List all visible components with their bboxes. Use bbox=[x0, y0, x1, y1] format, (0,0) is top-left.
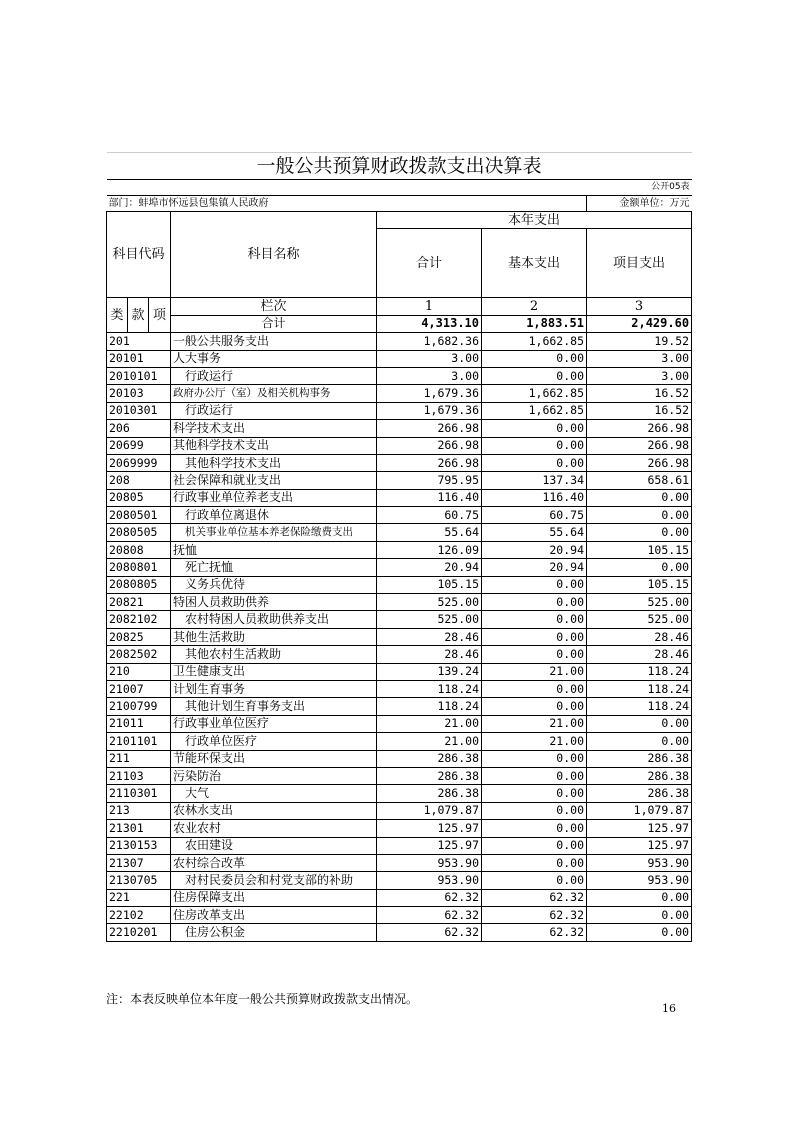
row-project: 28.46 bbox=[587, 646, 692, 663]
table-row bbox=[107, 698, 692, 715]
row-name: 义务兵优待 bbox=[171, 576, 377, 593]
row-project: 953.90 bbox=[587, 872, 692, 889]
row-name: 住房保障支出 bbox=[171, 889, 377, 906]
row-total: 266.98 bbox=[377, 437, 482, 454]
row-total: 21.00 bbox=[377, 733, 482, 750]
row-basic: 0.00 bbox=[482, 767, 587, 784]
basic-header: 基本支出 bbox=[482, 229, 587, 298]
table-row bbox=[107, 507, 692, 524]
table-row bbox=[107, 889, 692, 906]
row-name: 农村特困人员救助供养支出 bbox=[171, 611, 377, 628]
row-project: 3.00 bbox=[587, 367, 692, 384]
row-project: 16.52 bbox=[587, 385, 692, 402]
row-code: 2080801 bbox=[107, 559, 171, 576]
kuan-header: 款 bbox=[128, 298, 149, 333]
row-project: 0.00 bbox=[587, 559, 692, 576]
table-row bbox=[107, 663, 692, 680]
table-title: 一般公共预算财政拨款支出决算表 bbox=[107, 153, 692, 180]
table-row bbox=[107, 437, 692, 454]
table-row bbox=[107, 559, 692, 576]
row-code: 2069999 bbox=[107, 454, 171, 471]
footnote: 注：本表反映单位本年度一般公共预算财政拨款支出情况。 bbox=[106, 992, 419, 1006]
row-basic: 0.00 bbox=[482, 837, 587, 854]
row-name: 农田建设 bbox=[171, 837, 377, 854]
table-row bbox=[107, 367, 692, 384]
row-code: 2080505 bbox=[107, 524, 171, 541]
row-code: 2101101 bbox=[107, 733, 171, 750]
row-total: 286.38 bbox=[377, 750, 482, 767]
row-name: 科学技术支出 bbox=[171, 420, 377, 437]
row-basic: 62.32 bbox=[482, 889, 587, 906]
row-code: 2130153 bbox=[107, 837, 171, 854]
row-basic: 0.00 bbox=[482, 820, 587, 837]
department-label: 部门：蚌埠市怀远县包集镇人民政府 bbox=[107, 196, 587, 212]
row-code: 2130705 bbox=[107, 872, 171, 889]
row-total: 3.00 bbox=[377, 350, 482, 367]
row-total: 525.00 bbox=[377, 594, 482, 611]
row-basic: 21.00 bbox=[482, 663, 587, 680]
row-code: 2210201 bbox=[107, 924, 171, 941]
total-header: 合计 bbox=[377, 229, 482, 298]
row-name: 农业农村 bbox=[171, 820, 377, 837]
row-name: 社会保障和就业支出 bbox=[171, 472, 377, 489]
column-3: 3 bbox=[587, 298, 692, 315]
table-row bbox=[107, 628, 692, 645]
row-project: 105.15 bbox=[587, 541, 692, 558]
table-row bbox=[107, 750, 692, 767]
row-project: 1,079.87 bbox=[587, 802, 692, 819]
row-name: 其他生活救助 bbox=[171, 628, 377, 645]
row-total: 62.32 bbox=[377, 907, 482, 924]
table-number: 公开05表 bbox=[587, 180, 692, 196]
row-basic: 0.00 bbox=[482, 367, 587, 384]
row-total: 286.38 bbox=[377, 785, 482, 802]
row-code: 201 bbox=[107, 333, 171, 350]
row-name: 人大事务 bbox=[171, 350, 377, 367]
table-row bbox=[107, 733, 692, 750]
row-basic: 0.00 bbox=[482, 420, 587, 437]
row-code: 21011 bbox=[107, 715, 171, 732]
row-code: 2010301 bbox=[107, 402, 171, 419]
row-project: 118.24 bbox=[587, 680, 692, 697]
table-row bbox=[107, 767, 692, 784]
row-basic: 0.00 bbox=[482, 785, 587, 802]
column-no-label: 栏次 bbox=[171, 298, 377, 315]
row-total: 118.24 bbox=[377, 698, 482, 715]
row-total: 126.09 bbox=[377, 541, 482, 558]
row-code: 2082502 bbox=[107, 646, 171, 663]
row-name: 农村综合改革 bbox=[171, 854, 377, 871]
row-basic: 0.00 bbox=[482, 350, 587, 367]
table-row bbox=[107, 715, 692, 732]
row-project: 105.15 bbox=[587, 576, 692, 593]
table-row bbox=[107, 333, 692, 350]
column-1: 1 bbox=[377, 298, 482, 315]
row-total: 1,682.36 bbox=[377, 333, 482, 350]
row-total: 525.00 bbox=[377, 611, 482, 628]
unit-label: 金额单位：万元 bbox=[587, 196, 692, 212]
budget-sheet bbox=[106, 152, 691, 942]
row-code: 20825 bbox=[107, 628, 171, 645]
row-code: 22102 bbox=[107, 907, 171, 924]
table-row bbox=[107, 454, 692, 471]
row-total: 62.32 bbox=[377, 889, 482, 906]
row-name: 行政单位医疗 bbox=[171, 733, 377, 750]
table-row bbox=[107, 802, 692, 819]
row-basic: 0.00 bbox=[482, 437, 587, 454]
row-total: 1,679.36 bbox=[377, 385, 482, 402]
table-row bbox=[107, 402, 692, 419]
row-basic: 0.00 bbox=[482, 872, 587, 889]
row-basic: 21.00 bbox=[482, 715, 587, 732]
row-name: 其他计划生育事务支出 bbox=[171, 698, 377, 715]
row-project: 0.00 bbox=[587, 733, 692, 750]
row-code: 20103 bbox=[107, 385, 171, 402]
row-code: 21307 bbox=[107, 854, 171, 871]
row-project: 0.00 bbox=[587, 507, 692, 524]
row-basic: 116.40 bbox=[482, 489, 587, 506]
row-name: 行政运行 bbox=[171, 367, 377, 384]
row-code: 20805 bbox=[107, 489, 171, 506]
row-basic: 55.64 bbox=[482, 524, 587, 541]
row-total: 105.15 bbox=[377, 576, 482, 593]
row-project: 125.97 bbox=[587, 837, 692, 854]
table-row bbox=[107, 785, 692, 802]
row-total: 266.98 bbox=[377, 420, 482, 437]
row-project: 0.00 bbox=[587, 889, 692, 906]
row-total: 116.40 bbox=[377, 489, 482, 506]
row-project: 0.00 bbox=[587, 907, 692, 924]
row-code: 20699 bbox=[107, 437, 171, 454]
column-2: 2 bbox=[482, 298, 587, 315]
row-total: 1,679.36 bbox=[377, 402, 482, 419]
row-code: 2110301 bbox=[107, 785, 171, 802]
xiang-header: 项 bbox=[149, 298, 171, 333]
row-basic: 1,662.85 bbox=[482, 402, 587, 419]
expense-table bbox=[106, 152, 692, 942]
row-project: 0.00 bbox=[587, 524, 692, 541]
table-row bbox=[107, 472, 692, 489]
table-row bbox=[107, 489, 692, 506]
row-basic: 0.00 bbox=[482, 646, 587, 663]
row-total: 953.90 bbox=[377, 872, 482, 889]
row-total: 953.90 bbox=[377, 854, 482, 871]
table-row bbox=[107, 820, 692, 837]
row-project: 286.38 bbox=[587, 767, 692, 784]
row-name: 死亡抚恤 bbox=[171, 559, 377, 576]
row-basic: 21.00 bbox=[482, 733, 587, 750]
row-project: 19.52 bbox=[587, 333, 692, 350]
row-code: 20808 bbox=[107, 541, 171, 558]
row-project: 658.61 bbox=[587, 472, 692, 489]
row-name: 其他农村生活救助 bbox=[171, 646, 377, 663]
sum-basic: 1,883.51 bbox=[482, 315, 587, 332]
table-row bbox=[107, 680, 692, 697]
year-expense-header: 本年支出 bbox=[377, 212, 692, 229]
row-name: 其他科学技术支出 bbox=[171, 437, 377, 454]
table-row bbox=[107, 576, 692, 593]
row-project: 125.97 bbox=[587, 820, 692, 837]
row-name: 卫生健康支出 bbox=[171, 663, 377, 680]
row-project: 0.00 bbox=[587, 489, 692, 506]
row-total: 139.24 bbox=[377, 663, 482, 680]
row-project: 286.38 bbox=[587, 750, 692, 767]
row-name: 计划生育事务 bbox=[171, 680, 377, 697]
row-name: 住房公积金 bbox=[171, 924, 377, 941]
row-total: 125.97 bbox=[377, 820, 482, 837]
row-basic: 0.00 bbox=[482, 802, 587, 819]
row-name: 抚恤 bbox=[171, 541, 377, 558]
row-basic: 0.00 bbox=[482, 611, 587, 628]
row-project: 28.46 bbox=[587, 628, 692, 645]
project-header: 项目支出 bbox=[587, 229, 692, 298]
row-code: 2082102 bbox=[107, 611, 171, 628]
table-row bbox=[107, 924, 692, 941]
row-name: 大气 bbox=[171, 785, 377, 802]
row-code: 208 bbox=[107, 472, 171, 489]
row-project: 0.00 bbox=[587, 715, 692, 732]
row-name: 其他科学技术支出 bbox=[171, 454, 377, 471]
page-number: 16 bbox=[662, 1002, 676, 1015]
row-project: 953.90 bbox=[587, 854, 692, 871]
row-project: 118.24 bbox=[587, 698, 692, 715]
row-name: 污染防治 bbox=[171, 767, 377, 784]
row-basic: 0.00 bbox=[482, 680, 587, 697]
table-row bbox=[107, 837, 692, 854]
row-total: 3.00 bbox=[377, 367, 482, 384]
code-header: 科目代码 bbox=[107, 212, 171, 298]
row-basic: 0.00 bbox=[482, 454, 587, 471]
row-name: 政府办公厅（室）及相关机构事务 bbox=[171, 385, 377, 402]
row-total: 125.97 bbox=[377, 837, 482, 854]
row-code: 2100799 bbox=[107, 698, 171, 715]
row-basic: 137.34 bbox=[482, 472, 587, 489]
row-basic: 0.00 bbox=[482, 628, 587, 645]
row-code: 206 bbox=[107, 420, 171, 437]
row-code: 213 bbox=[107, 802, 171, 819]
row-total: 20.94 bbox=[377, 559, 482, 576]
row-code: 20821 bbox=[107, 594, 171, 611]
row-total: 21.00 bbox=[377, 715, 482, 732]
table-row bbox=[107, 907, 692, 924]
row-project: 118.24 bbox=[587, 663, 692, 680]
row-project: 266.98 bbox=[587, 437, 692, 454]
row-name: 行政单位离退休 bbox=[171, 507, 377, 524]
row-code: 2080501 bbox=[107, 507, 171, 524]
row-basic: 0.00 bbox=[482, 698, 587, 715]
table-row bbox=[107, 420, 692, 437]
table-row bbox=[107, 872, 692, 889]
row-code: 21301 bbox=[107, 820, 171, 837]
row-basic: 20.94 bbox=[482, 559, 587, 576]
row-code: 221 bbox=[107, 889, 171, 906]
row-project: 16.52 bbox=[587, 402, 692, 419]
table-row bbox=[107, 350, 692, 367]
table-row bbox=[107, 646, 692, 663]
row-total: 60.75 bbox=[377, 507, 482, 524]
row-name: 行政事业单位医疗 bbox=[171, 715, 377, 732]
row-project: 525.00 bbox=[587, 611, 692, 628]
row-name: 节能环保支出 bbox=[171, 750, 377, 767]
row-code: 211 bbox=[107, 750, 171, 767]
row-project: 0.00 bbox=[587, 924, 692, 941]
name-header: 科目名称 bbox=[171, 212, 377, 298]
row-basic: 1,662.85 bbox=[482, 385, 587, 402]
row-total: 55.64 bbox=[377, 524, 482, 541]
row-project: 266.98 bbox=[587, 420, 692, 437]
row-project: 3.00 bbox=[587, 350, 692, 367]
row-code: 2010101 bbox=[107, 367, 171, 384]
table-row bbox=[107, 541, 692, 558]
row-total: 62.32 bbox=[377, 924, 482, 941]
row-project: 266.98 bbox=[587, 454, 692, 471]
row-total: 795.95 bbox=[377, 472, 482, 489]
table-row bbox=[107, 385, 692, 402]
row-name: 特困人员救助供养 bbox=[171, 594, 377, 611]
row-code: 20101 bbox=[107, 350, 171, 367]
row-name: 行政事业单位养老支出 bbox=[171, 489, 377, 506]
row-code: 21103 bbox=[107, 767, 171, 784]
row-basic: 60.75 bbox=[482, 507, 587, 524]
lei-header: 类 bbox=[107, 298, 128, 333]
row-code: 21007 bbox=[107, 680, 171, 697]
row-basic: 1,662.85 bbox=[482, 333, 587, 350]
row-basic: 62.32 bbox=[482, 907, 587, 924]
row-total: 266.98 bbox=[377, 454, 482, 471]
row-total: 28.46 bbox=[377, 646, 482, 663]
row-basic: 0.00 bbox=[482, 576, 587, 593]
row-name: 对村民委员会和村党支部的补助 bbox=[171, 872, 377, 889]
table-row bbox=[107, 854, 692, 871]
row-total: 1,079.87 bbox=[377, 802, 482, 819]
sum-total: 4,313.10 bbox=[377, 315, 482, 332]
row-basic: 0.00 bbox=[482, 594, 587, 611]
row-total: 286.38 bbox=[377, 767, 482, 784]
row-code: 210 bbox=[107, 663, 171, 680]
sum-project: 2,429.60 bbox=[587, 315, 692, 332]
table-row bbox=[107, 611, 692, 628]
row-project: 286.38 bbox=[587, 785, 692, 802]
table-row bbox=[107, 594, 692, 611]
row-project: 525.00 bbox=[587, 594, 692, 611]
row-basic: 0.00 bbox=[482, 854, 587, 871]
row-name: 农林水支出 bbox=[171, 802, 377, 819]
sum-label: 合计 bbox=[171, 315, 377, 332]
row-basic: 20.94 bbox=[482, 541, 587, 558]
table-row bbox=[107, 524, 692, 541]
row-total: 118.24 bbox=[377, 680, 482, 697]
row-basic: 62.32 bbox=[482, 924, 587, 941]
row-name: 机关事业单位基本养老保险缴费支出 bbox=[171, 524, 377, 541]
row-code: 2080805 bbox=[107, 576, 171, 593]
row-name: 行政运行 bbox=[171, 402, 377, 419]
row-name: 住房改革支出 bbox=[171, 907, 377, 924]
row-name: 一般公共服务支出 bbox=[171, 333, 377, 350]
row-total: 28.46 bbox=[377, 628, 482, 645]
row-basic: 0.00 bbox=[482, 750, 587, 767]
